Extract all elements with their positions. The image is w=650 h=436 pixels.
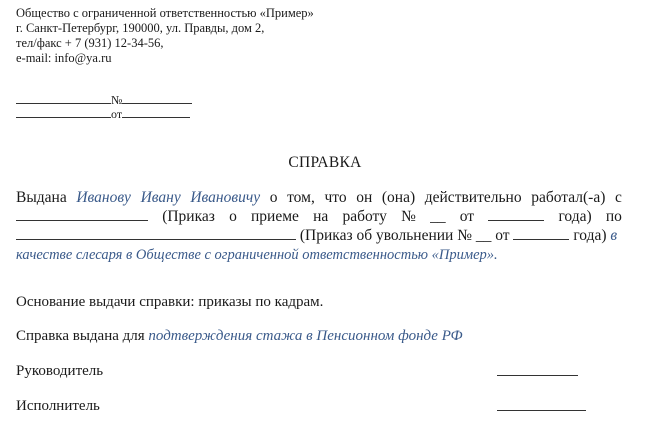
word: приеме [251,208,299,225]
word: № [401,208,416,225]
dismissal-order-text: (Приказ об увольнении № __ от [299,227,510,244]
purpose-value: подтверждения стажа в Пенсионном фонде РФ [148,328,463,344]
hire-order-date-blank [488,207,544,221]
word: по [605,208,622,225]
issued-word: Выдана [16,189,67,206]
word: (Приказ [162,208,215,225]
head-signature-label: Руководитель [16,363,104,379]
reg-blank-left [16,93,111,104]
reg-blank-left-2 [16,107,111,118]
word: о [269,189,278,206]
dismissal-order-date-blank [513,226,569,240]
org-name: Общество с ограниченной ответственностью «Пример» [16,6,314,20]
purpose-label: Справка выдана для [16,328,145,344]
position-prefix: в [610,227,618,244]
employee-first-name: Ивану [140,189,181,206]
org-phone: тел/факс + 7 (931) 12-34-56, [16,36,164,50]
body-line-2 [16,207,622,227]
word: работу [342,208,387,225]
word: года) [558,208,592,225]
issuance-basis: Основание выдачи справки: приказы по кадрам. [16,294,324,310]
word: том, [287,189,315,206]
executor-signature-label: Исполнитель [16,398,100,414]
word: что [324,189,347,206]
head-signature-line [497,375,578,376]
reg-date-label: от [111,107,123,121]
org-email: e-mail: info@ya.ru [16,51,112,65]
word: (она) [381,189,416,206]
body-line-3 [16,226,617,246]
issuance-purpose [16,326,463,346]
word: работал(-а) [531,189,606,206]
word: с [614,189,622,206]
document-title: СПРАВКА [288,154,362,171]
hire-order-number-blank: __ [430,208,446,225]
word: от [459,208,475,225]
employee-surname: Иванову [76,189,131,206]
body-line-1 [16,188,622,208]
word: о [229,208,237,225]
registration-date-row [16,107,190,121]
reg-number-blank [122,93,192,104]
word: он [356,189,373,206]
org-address: г. Санкт-Петербург, 190000, ул. Правды, дом 2, [16,21,265,35]
word: на [313,208,329,225]
word: действительно [424,189,522,206]
registration-number-row [16,93,192,107]
reg-date-blank [122,107,190,118]
position-description: качестве слесаря в Обществе с ограниченной ответственностью «Пример». [16,247,498,263]
dismissal-date-blank [16,226,296,240]
employee-patronymic: Ивановичу [190,189,261,206]
reg-number-label: № [111,93,123,107]
hire-date-blank [16,207,148,221]
executor-signature-line [497,410,586,411]
year-word: года) [573,227,607,244]
